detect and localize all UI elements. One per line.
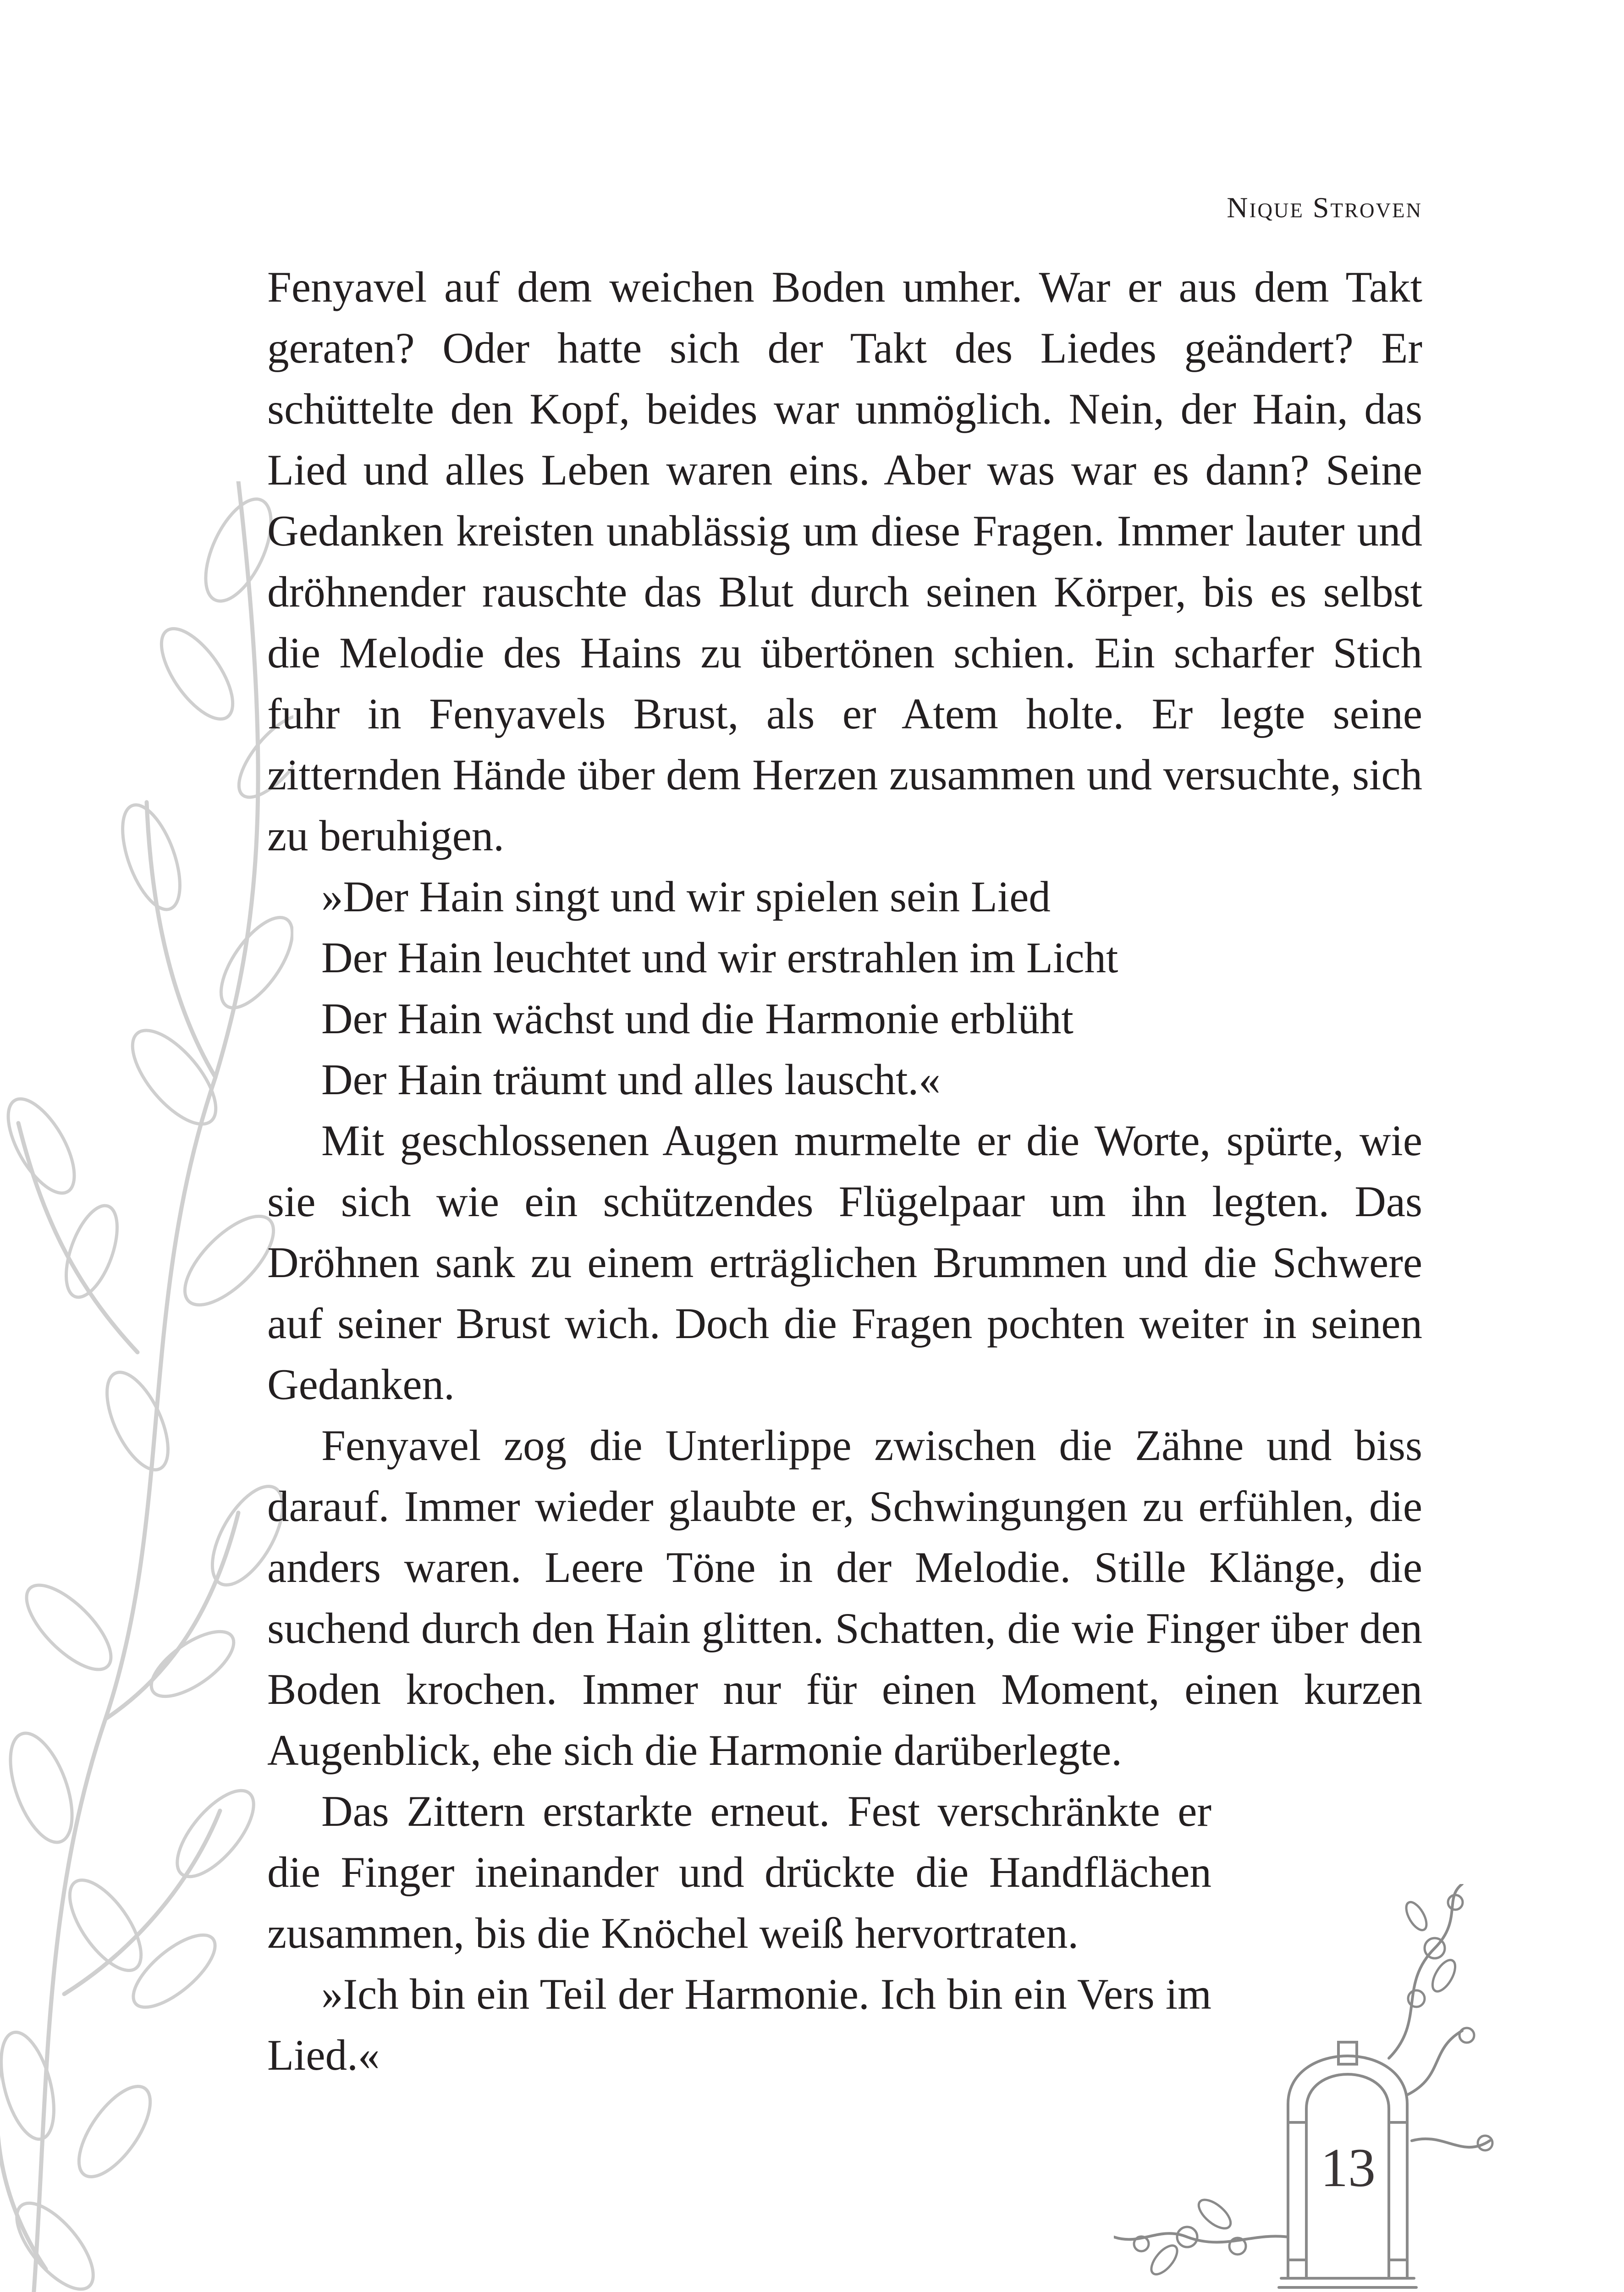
verse-line: Der Hain träumt und alles lauscht.« xyxy=(321,1055,941,1104)
running-head: Nique Stroven xyxy=(1227,191,1422,224)
paragraph: Das Zittern erstarkte erneut. Fest verschränkte er die Finger ineinander und drückte die Handflächen zusammen, bis die Knöchel weiß hervortraten. xyxy=(267,1787,1211,1957)
leaf-vine-illustration xyxy=(0,481,293,2292)
arched-doorway-ornament-icon xyxy=(1114,1884,1508,2292)
verse-line: Der Hain wächst und die Harmonie erblüht xyxy=(321,994,1073,1043)
verse-line: »Der Hain singt und wir spielen sein Lied xyxy=(321,872,1051,921)
paragraph: Mit geschlossenen Augen murmelte er die Worte, spürte, wie sie sich wie ein schützendes Flügelpaar um ihn legten. Das Dröhnen sank zu einem erträglichen Brummen und die Schwere auf seiner Brust wich. Doch die Fragen pochten weiter in seinen Gedanken. xyxy=(267,1116,1422,1409)
body-text xyxy=(267,257,1422,2086)
verse-line: Der Hain leuchtet und wir erstrahlen im Licht xyxy=(321,933,1118,982)
paragraph: Fenyavel auf dem weichen Boden umher. War er aus dem Takt geraten? Oder hatte sich der Takt des Liedes geändert? Er schüttelte den Kopf, beides war unmöglich. Nein, der Hain, das Lied und alles Leben waren eins. Aber was war es dann? Seine Gedanken kreisten unablässig um diese Fragen. Immer lauter und dröhnender rauschte das Blut durch seinen Körper, bis es selbst die Melodie des Hains zu übertönen schien. Ein scharfer Stich fuhr in Fenyavels Brust, als er Atem holte. Er legte seine zitternden Hände über dem Herzen zusammen und versuchte, sich zu beruhigen. xyxy=(267,263,1422,860)
page-number: 13 xyxy=(1321,2137,1376,2198)
paragraph: »Ich bin ein Teil der Harmonie. Ich bin ein Vers im Lied.« xyxy=(267,1970,1211,2079)
paragraph: Fenyavel zog die Unterlippe zwischen die Zähne und biss darauf. Immer wieder glaubte er, Schwingungen zu erfühlen, die anders waren. Leere Töne in der Melodie. Stille Klänge, die suchend durch den Hain glitten. Schatten, die wie Finger über den Boden krochen. Immer nur für einen Moment, einen kurzen Augenblick, ehe sich die Harmonie darüberlegte. xyxy=(267,1421,1422,1774)
